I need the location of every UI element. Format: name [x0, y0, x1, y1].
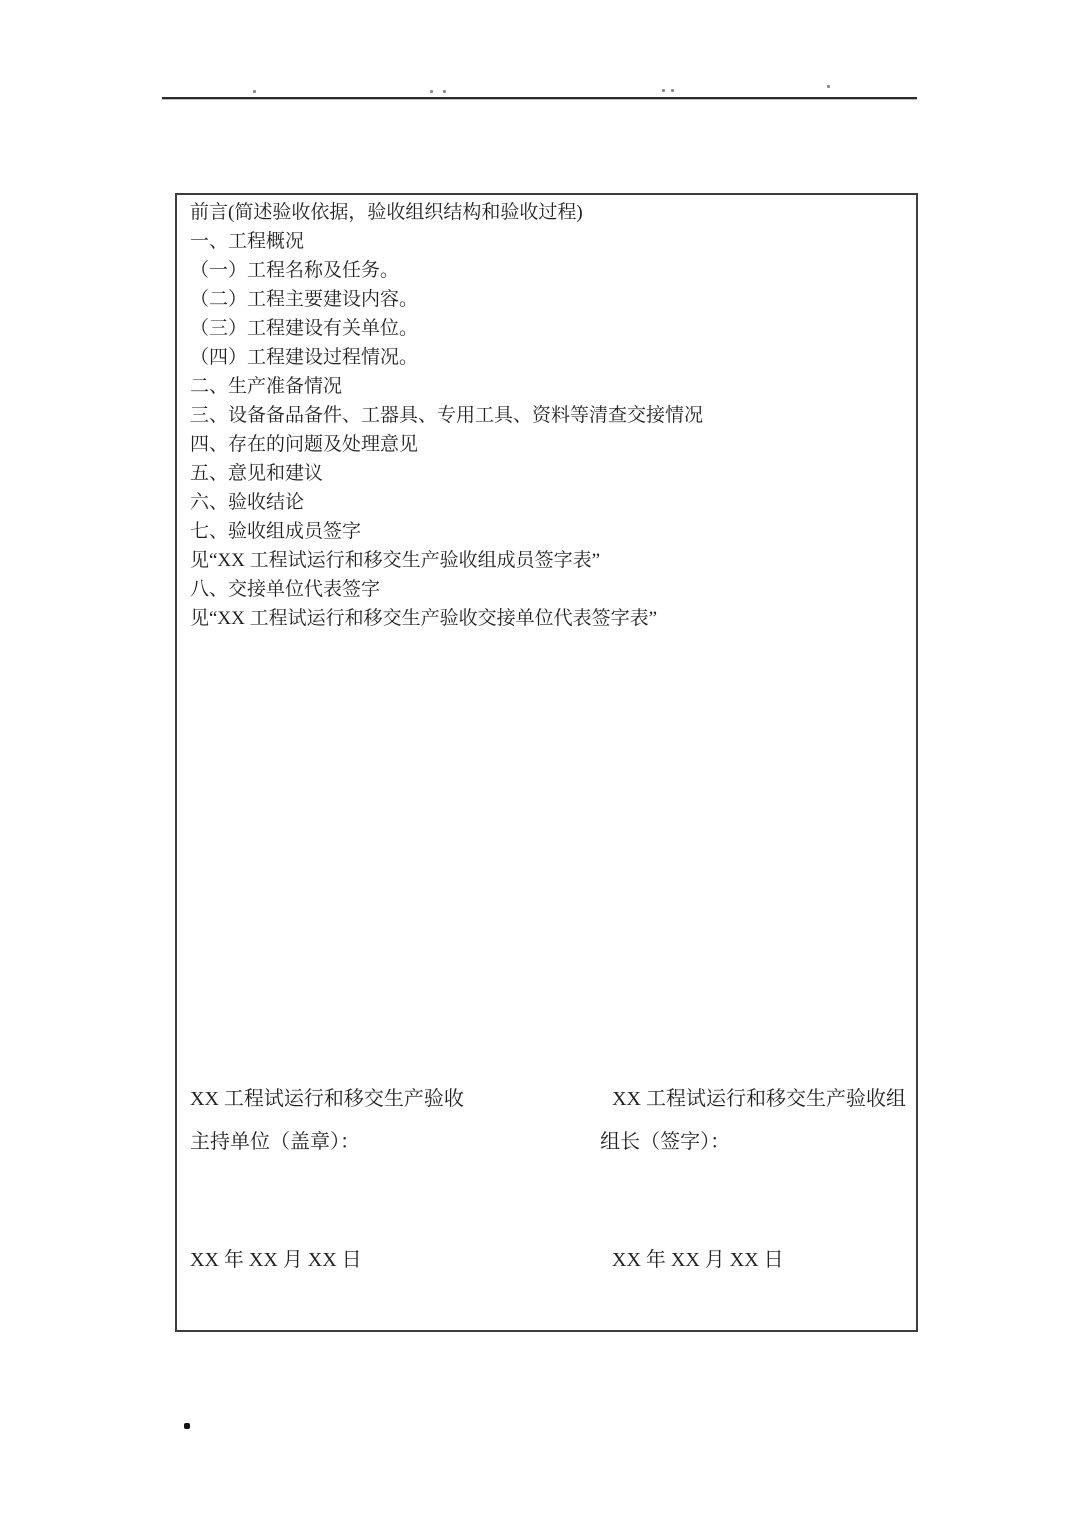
outline-line-preface: 前言(简述验收依据，验收组织结构和验收过程) — [190, 202, 583, 223]
outline-section — [190, 198, 908, 633]
header-artifact-dot — [662, 89, 665, 92]
header-artifact-dot — [827, 85, 830, 88]
outline-line: 七、验收组成员签字 — [190, 521, 362, 542]
group-leader-date: XX 年 XX 月 XX 日 — [612, 1249, 784, 1271]
header-rule — [162, 97, 917, 99]
date-section — [190, 1246, 906, 1276]
host-unit-date: XX 年 XX 月 XX 日 — [190, 1249, 362, 1271]
outline-line: 八、交接单位代表签字 — [190, 579, 381, 600]
outline-line: 五、意见和建议 — [190, 463, 324, 484]
host-unit-title: XX 工程试运行和移交生产验收 — [190, 1088, 464, 1110]
outline-line: （四）工程建设过程情况。 — [190, 347, 419, 368]
host-unit-seal-label: 主持单位（盖章）： — [190, 1131, 360, 1153]
outline-line: 六、验收结论 — [190, 492, 305, 513]
outline-line: 四、存在的问题及处理意见 — [190, 434, 419, 455]
outline-line: （一）工程名称及任务。 — [190, 260, 400, 281]
group-leader-title: XX 工程试运行和移交生产验收组 — [612, 1088, 906, 1110]
outline-line: 二、生产准备情况 — [190, 376, 343, 397]
host-unit-signature-block — [190, 1078, 600, 1164]
report-outline-box — [175, 193, 918, 1332]
outline-line: 见“XX 工程试运行和移交生产验收组成员签字表” — [190, 550, 601, 571]
header-artifact-dot — [430, 90, 433, 93]
stray-mark-dot — [184, 1423, 190, 1429]
outline-line: （二）工程主要建设内容。 — [190, 289, 419, 310]
header-artifact-dot — [671, 89, 674, 92]
header-artifact-dot — [253, 90, 256, 93]
group-leader-signature-block — [600, 1078, 906, 1164]
header-artifact-dot — [443, 90, 446, 93]
outline-line: （三）工程建设有关单位。 — [190, 318, 419, 339]
group-leader-sign-label: 组长（签字）： — [600, 1131, 731, 1153]
outline-line: 见“XX 工程试运行和移交生产验收交接单位代表签字表” — [190, 608, 658, 629]
outline-line: 三、设备备品备件、工器具、专用工具、资料等清查交接情况 — [190, 405, 704, 426]
signature-section — [190, 1078, 906, 1164]
outline-line: 一、工程概况 — [190, 231, 305, 252]
